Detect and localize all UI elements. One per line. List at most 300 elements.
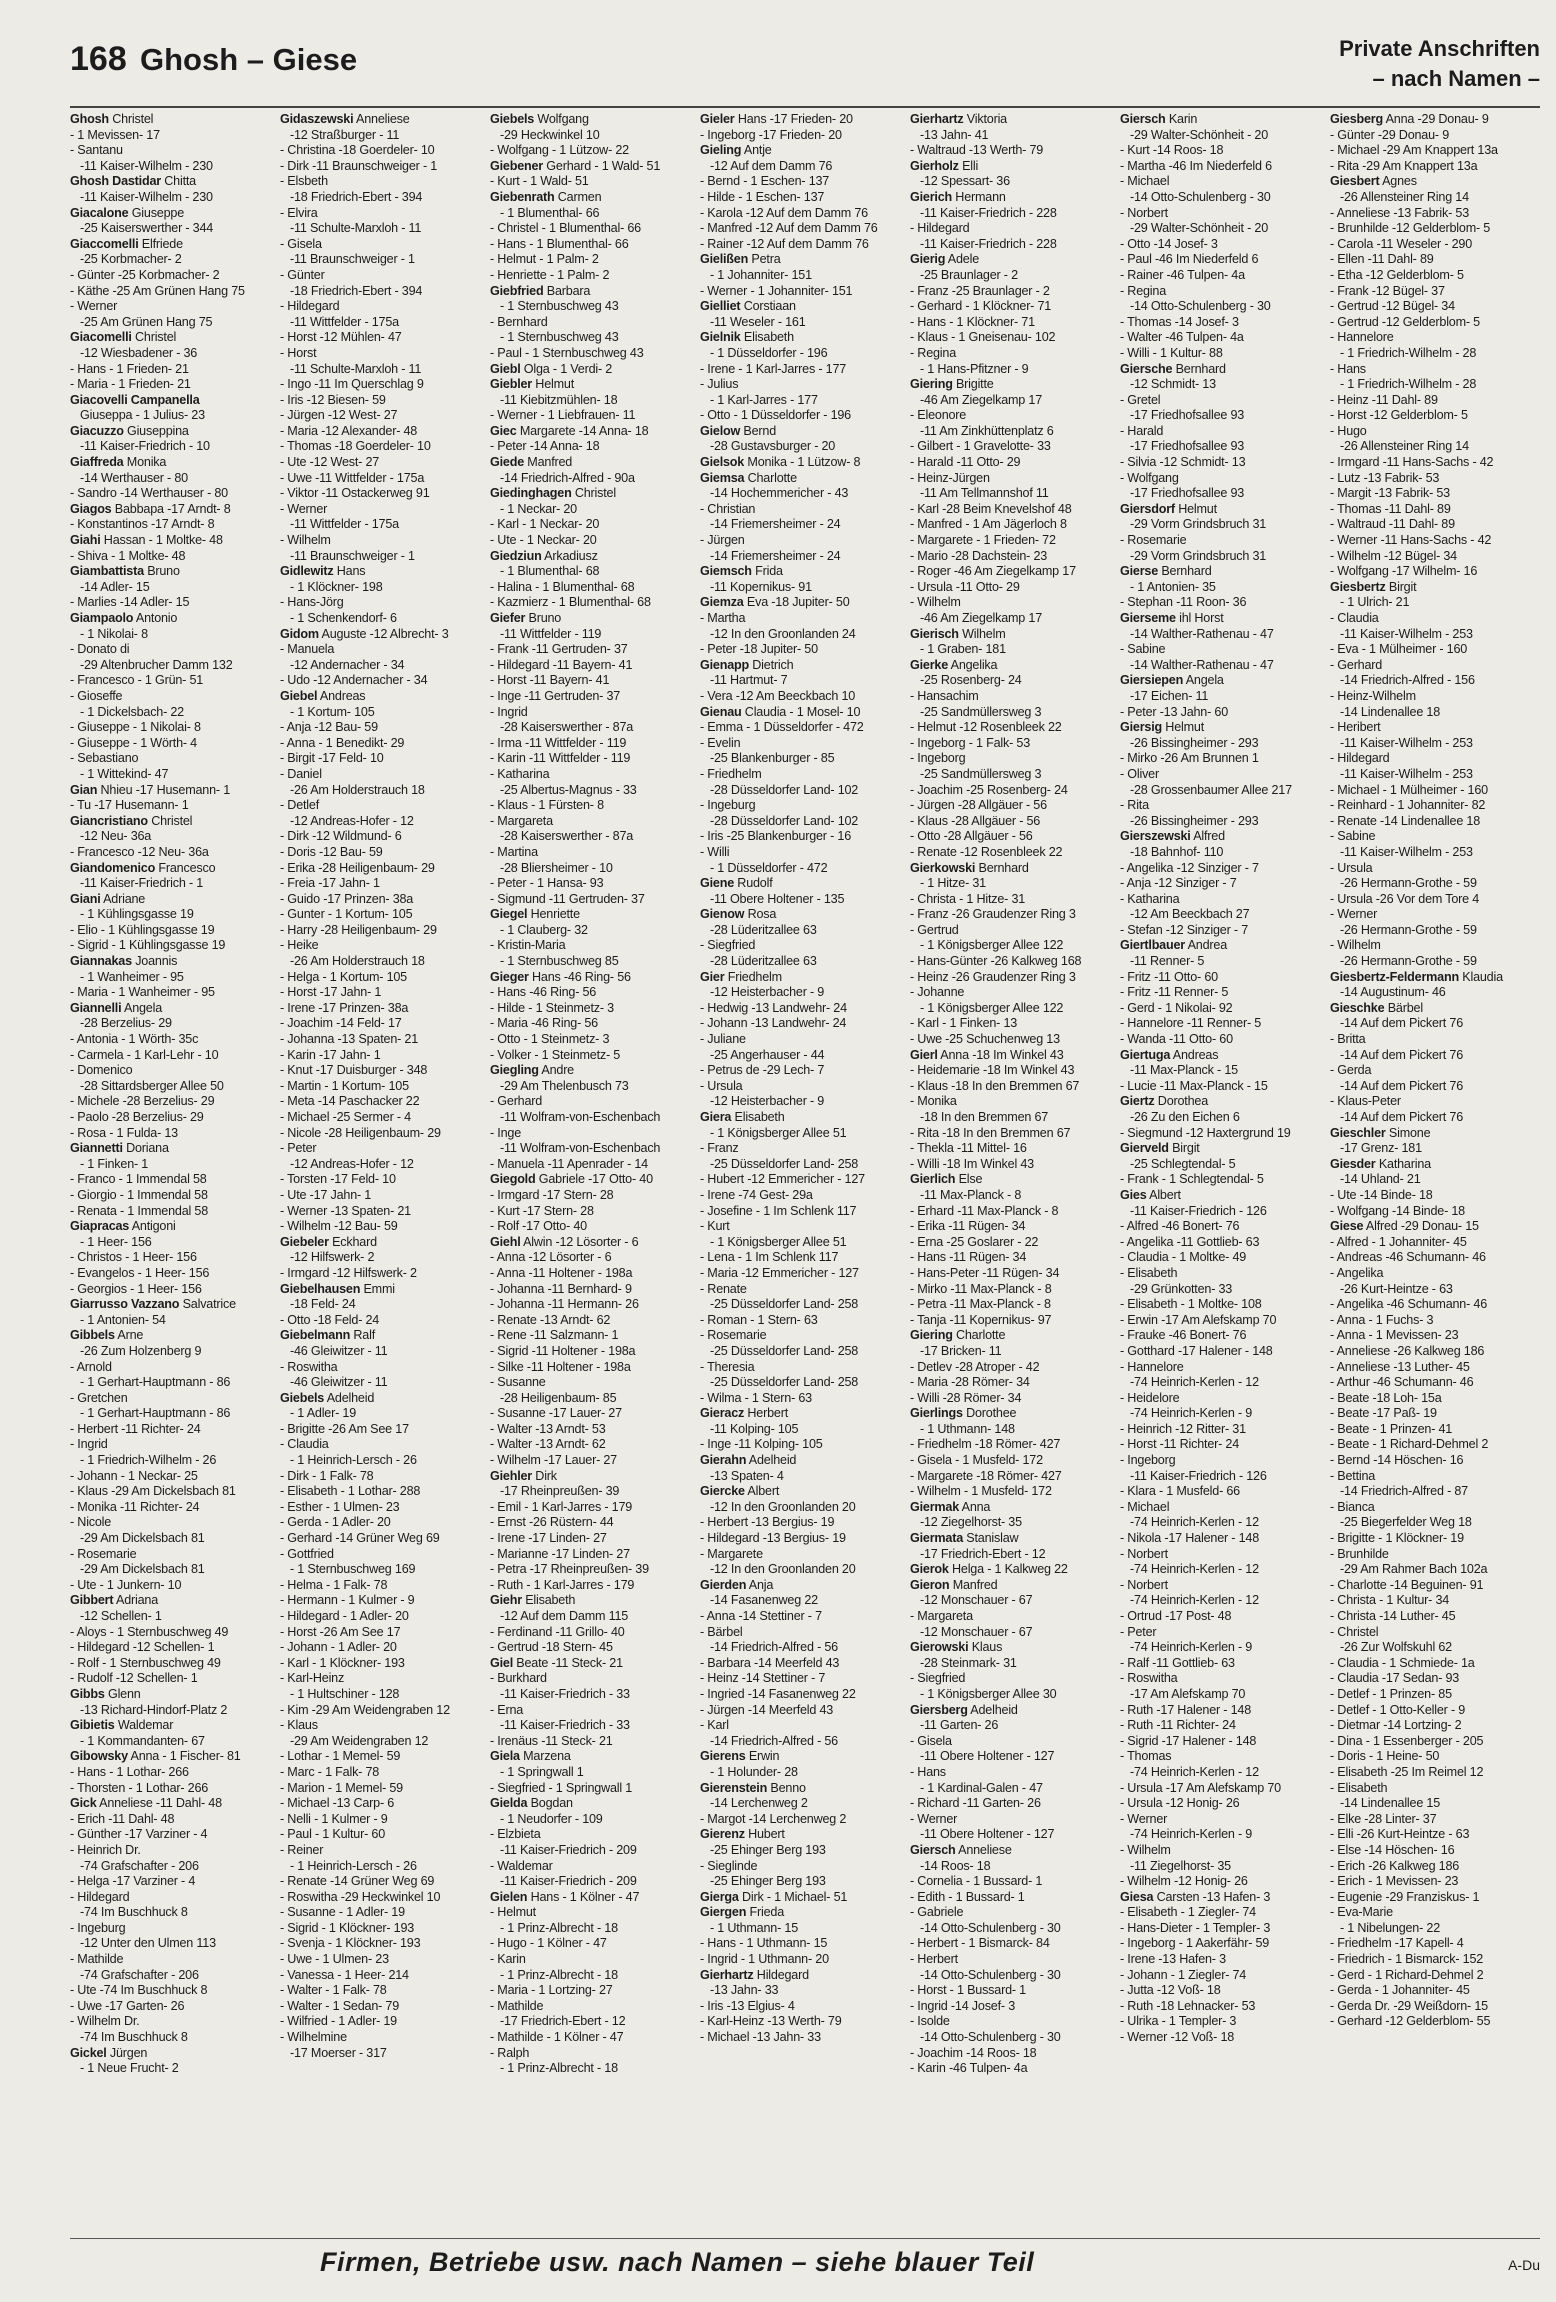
entry-address: -14 Otto-Schulenberg - 30 [920,2030,1061,2045]
entry-text: Arne [114,1328,144,1343]
listing-entry: - Marianne -17 Linden- 27 [490,1546,630,1561]
listing-entry: - Katharina [490,766,550,781]
listing-entry: - Viktor -11 Ostackerweg 91 [280,486,430,501]
listing-entry: - Wilhelm -17 Lauer- 27 [490,1453,617,1468]
entry-surname: Giahi [70,533,101,548]
listing-entry: - Hans-Peter -11 Rügen- 34 [910,1265,1060,1280]
entry-text: Christel [131,330,177,345]
entry-address: - 1 Wanheimer - 95 [80,969,184,984]
entry-text: Wilhelm [958,626,1006,641]
entry-surname: Gierkowski [910,860,976,875]
listing-entry: - Jürgen -12 West- 27 [280,408,398,423]
listing-entry: - Renate -14 Lindenallee 18 [1330,813,1481,828]
listing-entry [910,1406,1120,1422]
entry-text: Dorothea [1154,1094,1209,1109]
entry-address: - 1 Springwall 1 [500,1764,584,1779]
entry-address: -17 Friedrich-Ebert - 12 [920,1546,1046,1561]
listing-entry: - Domenico [70,1063,133,1078]
entry-surname: Giera [700,1110,732,1124]
entry-text: Glenn [104,1686,141,1701]
listing-entry: - Konstantinos -17 Arndt- 8 [70,517,215,532]
entry-surname: Giaccomelli [70,236,139,251]
listing-entry: - Nicole -28 Heiligenbaum- 29 [280,1125,441,1140]
listing-entry: - Jürgen -14 Meerfeld 43 [700,1702,834,1717]
listing-entry: - Jutta -12 Voß- 18 [1120,1983,1221,1998]
entry-text: Andrea [1185,938,1228,953]
listing-entry: - Ursula -17 Am Alefskamp 70 [1120,1780,1281,1795]
listing-entry [70,564,280,580]
listing-entry [1330,580,1540,596]
entry-text: Dorothee [962,1406,1017,1421]
entry-text: Ralf [350,1328,375,1343]
entry-address: -26 Allensteiner Ring 14 [1340,439,1469,454]
entry-text: Henriette [527,907,580,922]
entry-surname: Gieger [490,969,529,984]
listing-entry: - Manfred - 1 Am Jägerloch 8 [910,517,1067,532]
listing-entry: - Isolde [910,2014,950,2029]
listing-entry: - Werner -11 Hans-Sachs - 42 [1330,533,1492,548]
listing-entry: - Christa -14 Luther- 45 [1330,1609,1456,1623]
listing-entry: - Paolo -28 Berzelius- 29 [70,1110,204,1124]
listing-entry: - Rosemarie [1120,533,1187,548]
entry-surname: Gierowski [910,1640,969,1655]
listing-entry: - Elisabeth -25 Im Reimel 12 [1330,1764,1484,1779]
entry-text: Doriana [122,1141,169,1156]
listing-entry: - Angelika -11 Gottlieb- 63 [1120,1234,1260,1249]
listing-entry: - Elio - 1 Kühlingsgasse 19 [70,922,215,937]
listing-entry: - Wilhelm - 1 Musfeld- 172 [910,1484,1052,1499]
entry-address: -74 Heinrich-Kerlen - 12 [1130,1515,1259,1530]
listing-entry: - Frank - 1 Schlegtendal- 5 [1120,1172,1264,1187]
entry-address: - 1 Prinz-Albrecht - 18 [500,1967,618,1982]
listing-entry: - Klaus - 1 Gneisenau- 102 [910,330,1056,345]
entry-address: - 1 Nibelungen- 22 [1340,1920,1441,1935]
entry-address: -11 Wolfram-von-Eschenbach [500,1141,661,1156]
entry-surname: Giertlbauer [1120,938,1185,953]
listing-entry: - Willi -18 Im Winkel 43 [910,1156,1034,1171]
listing-entry: - Sebastiano [70,751,139,766]
entry-surname: Giannakas [70,954,132,969]
entry-address: -12 In den Groonlanden 24 [710,626,856,641]
entry-surname: Gidlewitz [280,564,334,579]
listing-entry: - Eva - 1 Mülheimer - 160 [1330,642,1468,657]
entry-surname: Giacuzzo [70,423,124,438]
listing-entry: - Kurt -14 Roos- 18 [1120,143,1224,158]
entry-address: -17 Bricken- 11 [920,1343,1002,1358]
listing-entry: - Etha -12 Gelderblom- 5 [1330,267,1464,282]
listing-entry: - Udo -12 Andernacher - 34 [280,673,428,688]
entry-address: -25 Ehinger Berg 193 [710,1842,826,1857]
entry-surname: Giannetti [70,1141,123,1156]
listing-entry: - Freia -17 Jahn- 1 [280,876,380,891]
listing-entry: - Arthur -46 Schumann- 46 [1330,1375,1474,1390]
listing-entry: - Horst -26 Am See 17 [280,1624,401,1639]
listing-entry [490,1890,700,1906]
listing-entry: - Hildegard [280,299,340,314]
listing-entry: - Erhard -11 Max-Planck - 8 [910,1203,1059,1218]
listing-entry: - Juliane [700,1032,746,1047]
entry-address: -28 Heiligenbaum- 85 [500,1390,617,1405]
entry-surname: Gieschler [1330,1125,1386,1140]
listing-entry [490,1593,700,1609]
entry-text: Claudia - 1 Mosel- 10 [741,704,861,719]
entry-text: Helmut [1162,720,1204,735]
entry-text: Angela [121,1000,163,1015]
listing-entry: - Werner - 1 Liebfrauen- 11 [490,408,636,423]
entry-text: Anna -18 Im Winkel 43 [937,1047,1064,1062]
entry-address: -14 Friedrich-Alfred - 90a [500,470,635,485]
listing-entry: - Gottfried [280,1546,334,1561]
listing-entry: - Werner [910,1811,958,1826]
listing-entry [490,284,700,300]
listing-column [70,112,280,2220]
listing-entry [1330,1126,1540,1142]
listing-entry: - Waldemar [490,1858,553,1873]
entry-text: Anna [959,1499,991,1514]
listing-entry [490,907,700,923]
entry-address: - 1 Wittekind- 47 [80,766,169,781]
entry-address: -14 Augustinum- 46 [1340,985,1446,1000]
listing-entry: - Gabriele [910,1905,964,1920]
listing-entry: - Michael -13 Jahn- 33 [700,2030,821,2045]
listing-entry: - Franz -26 Graudenzer Ring 3 [910,907,1076,922]
listing-entry: - Erich -26 Kalkweg 186 [1330,1858,1460,1873]
entry-address: -17 Rheinpreußen- 39 [500,1484,620,1499]
listing-entry: - Heinz-Jürgen [910,470,990,485]
section-title [1339,34,1540,94]
listing-entry: - Wolfgang -17 Wilhelm- 16 [1330,564,1478,579]
listing-entry: - Gerda [1330,1063,1372,1078]
entry-address: - 1 Prinz-Albrecht - 18 [500,1920,618,1935]
entry-text: Christel [571,486,616,501]
page-number: 168 [70,40,127,78]
entry-address: -11 Kaiser-Friedrich - 10 [80,439,210,454]
listing-entry: - Karl - 1 Klöckner- 193 [280,1655,405,1670]
entry-surname: Gidom [280,626,319,641]
listing-entry: - Eugenie -29 Franziskus- 1 [1330,1889,1480,1904]
listing-entry: - Dina - 1 Essenberger - 205 [1330,1733,1484,1748]
listing-entry: - Otto -14 Josef- 3 [1120,236,1218,251]
listing-entry [490,424,700,440]
entry-address: -12 Neu- 36a [80,829,152,844]
entry-address: - 1 Heinrich-Lersch - 26 [290,1858,417,1873]
entry-address: -14 Roos- 18 [920,1858,991,1873]
entry-address: -14 Friemersheimer - 24 [710,548,841,563]
listing-entry: - Detlev -28 Atroper - 42 [910,1359,1040,1374]
entry-surname: Giebfried [490,283,544,298]
listing-entry: - Paul - 1 Sternbuschweg 43 [490,345,644,360]
entry-text: Charlotte [952,1328,1006,1343]
listing-entry: - Günter -29 Donau- 9 [1330,127,1450,142]
entry-surname: Giela [490,1749,520,1764]
listing-entry: - Kim -29 Am Weidengraben 12 [280,1702,450,1717]
listing-entry: - Heinz-Wilhelm [1330,688,1416,703]
listing-entry [910,1640,1120,1656]
listing-entry [700,112,910,128]
entry-address: -25 Angerhauser - 44 [710,1047,825,1062]
listing-entry: - Christa - 1 Hitze- 31 [910,891,1026,906]
listing-entry: - Wilhelm -12 Bügel- 34 [1330,548,1457,563]
listing-entry: - Erna [490,1702,524,1717]
listing-entry: - Joachim -14 Feld- 17 [280,1016,402,1031]
entry-surname: Gierl [910,1047,938,1062]
entry-surname: Giapracas [70,1219,130,1234]
listing-entry: - Wanda -11 Otto- 60 [1120,1032,1233,1047]
entry-address: - 1 Königsberger Allee 51 [710,1125,847,1140]
listing-entry: - Franz [700,1141,739,1156]
entry-address: - 1 Königsberger Allee 122 [920,1000,1064,1015]
entry-address: -29 Am Dickelsbach 81 [80,1562,205,1577]
listing-entry [700,252,910,268]
entry-surname: Giebels [280,1390,325,1405]
entry-text: Helga - 1 Kalkweg 22 [948,1562,1068,1577]
entry-text: Arkadiusz [541,548,598,563]
listing-entry [1120,564,1330,580]
listing-entry: - Iris -13 Elgius- 4 [700,1998,795,2013]
entry-address: -12 Monschauer - 67 [920,1624,1033,1639]
entry-address: - 1 Blumenthal- 68 [500,564,600,579]
entry-text: Klaudia [1458,969,1503,984]
entry-address: -17 Grenz- 181 [1340,1141,1422,1156]
entry-text: Adriane [100,891,146,906]
listing-entry: - Rainer -46 Tulpen- 4a [1120,267,1245,282]
listing-entry [280,627,490,643]
entry-address: -11 Wittfelder - 175a [290,517,399,532]
listing-entry: - Santanu [70,143,123,158]
listing-entry: - Heidemarie -18 Im Winkel 43 [910,1063,1075,1078]
listing-entry: - Michael -29 Am Knappert 13a [1330,143,1498,158]
entry-address: -11 Ziegelhorst- 35 [1130,1858,1231,1873]
entry-address: -12 Spessart- 36 [920,174,1010,189]
entry-text: Bernhard [1158,564,1212,579]
entry-address: - 1 Uthmann- 15 [710,1920,798,1935]
entry-address: -12 Andernacher - 34 [290,657,405,672]
entry-address: - 1 Karl-Jarres - 177 [710,392,818,407]
listing-entry: - Günter -25 Korbmacher- 2 [70,267,220,282]
entry-address: -26 Bissingheimer - 293 [1130,735,1259,750]
listing-entry [70,1001,280,1017]
entry-text: Birgit [1168,1141,1200,1156]
listing-entry: - Manuela [280,642,335,657]
listing-entry: - Susanne - 1 Adler- 19 [280,1905,405,1920]
listing-entry: - Heinz -14 Stettiner - 7 [700,1671,826,1686]
entry-address: -12 In den Groonlanden 20 [710,1562,856,1577]
listing-entry: - Peter -14 Anna- 18 [490,439,600,454]
listing-entry: - Erich -11 Dahl- 48 [70,1811,175,1826]
listing-entry: - Klaus -29 Am Dickelsbach 81 [70,1484,236,1499]
entry-address: - 1 Clauberg- 32 [500,922,588,937]
listing-entry: - Giuseppe - 1 Nikolai- 8 [70,720,201,735]
listing-entry [1120,829,1330,845]
entry-address: -28 Kaiserswerther - 87a [500,720,634,735]
listing-entry: - Ursula -12 Honig- 26 [1120,1796,1240,1811]
listing-entry: - Dietmar -14 Lortzing- 2 [1330,1718,1462,1733]
entry-surname: Giel [490,1655,513,1670]
listing-entry: - Marion - 1 Memel- 59 [280,1780,403,1795]
listing-entry: - Katharina [1120,891,1180,906]
entry-address: -29 Walter-Schönheit - 20 [1130,221,1269,236]
listing-entry: - Gilbert - 1 Gravelotte- 33 [910,439,1051,454]
listing-entry: - Reinhard - 1 Johanniter- 82 [1330,798,1486,813]
entry-surname: Gierden [700,1577,747,1592]
listing-entry: - Sieglinde [700,1858,758,1873]
listing-entry [490,362,700,378]
listing-entry: - Svenja - 1 Klöckner- 193 [280,1936,421,1951]
section-title-line2: – nach Namen – [1372,66,1540,91]
listing-entry: - Wilhelmine [280,2030,347,2045]
entry-address: -14 Friedrich-Alfred - 56 [710,1733,838,1748]
listing-entry: - Christel [1330,1624,1379,1639]
listing-entry: - Peter [1120,1624,1157,1639]
listing-entry: - Stephan -11 Roon- 36 [1120,595,1247,610]
listing-entry: - Uwe -17 Garten- 26 [70,1998,185,2013]
listing-entry: - Angelika -46 Schumann- 46 [1330,1297,1488,1312]
listing-entry: - Wilhelm -12 Honig- 26 [1120,1874,1248,1889]
entry-address: -11 Wittfelder - 119 [500,626,602,641]
listing-entry: - Thekla -11 Mittel- 16 [910,1141,1027,1156]
entry-address: -29 Am Dickelsbach 81 [80,1531,205,1546]
entry-address: - 1 Friedrich-Wilhelm - 26 [80,1453,217,1468]
entry-text: Simone [1385,1125,1431,1140]
listing-entry: - Irma -11 Wittfelder - 119 [490,735,627,750]
entry-text: Andre [538,1063,574,1078]
listing-entry: - Peter - 1 Hansa- 93 [490,876,604,891]
entry-text: Helmut [532,377,574,392]
page-footer [70,2238,1540,2283]
listing-entry: - Thomas -18 Goerdeler- 10 [280,439,431,454]
listing-entry: - Hans - 1 Frieden- 21 [70,361,189,376]
listing-entry: - Rainer -12 Auf dem Damm 76 [700,236,869,251]
listing-entry: - Joachim -14 Roos- 18 [910,2045,1037,2060]
entry-address: -26 Zur Wolfskuhl 62 [1340,1640,1452,1655]
listing-entry: - Martina [490,844,538,859]
listing-entry: - Ursula -11 Otto- 29 [910,579,1020,594]
entry-address: -25 Rosenberg- 24 [920,673,1022,688]
entry-address: -13 Jahn- 33 [710,1983,779,1998]
listing-entry [70,814,280,830]
entry-address: -11 Kaiser-Friedrich - 209 [500,1842,637,1857]
listing-entry: - Tu -17 Husemann- 1 [70,798,189,813]
listing-entry [910,1531,1120,1547]
entry-address: -12 Schmidt- 13 [1130,377,1216,392]
listing-entry: - Ferdinand -11 Grillo- 40 [490,1624,625,1639]
entry-address: - 1 Neckar- 20 [500,501,577,516]
listing-entry: - Mario -28 Dachstein- 23 [910,548,1048,563]
listing-entry: - Rita -18 In den Bremmen 67 [910,1125,1071,1140]
entry-text: Stanislaw [963,1531,1019,1546]
listing-entry: - Erich - 1 Mevissen- 23 [1330,1874,1459,1889]
listing-entry: - Ralph [490,2045,530,2060]
listing-entry: - Rolf -17 Otto- 40 [490,1219,587,1234]
listing-entry: - Renate [700,1281,747,1296]
listing-entry: - Bernhard [490,314,548,329]
listing-entry: - Ursula -26 Vor dem Tore 4 [1330,891,1480,906]
listing-entry: - Martha -46 Im Niederfeld 6 [1120,158,1272,173]
listing-entry: - Hilde - 1 Steinmetz- 3 [490,1000,614,1015]
entry-address: -14 Lerchenweg 2 [710,1796,808,1811]
listing-entry: - Karl - 1 Neckar- 20 [490,517,600,532]
entry-address: -18 Friedrich-Ebert - 394 [290,189,423,204]
listing-entry: - Norbert [1120,1546,1168,1561]
listing-entry [70,892,280,908]
entry-address: -11 Kaiser-Friedrich - 209 [500,1874,637,1889]
listing-entry: - Margot -14 Lerchenweg 2 [700,1811,847,1826]
entry-address: -11 Kaiser-Wilhelm - 253 [1340,626,1473,641]
listing-entry: - Tanja -11 Kopernikus- 97 [910,1312,1052,1327]
listing-entry: - Wilhelm -12 Bau- 59 [280,1219,398,1234]
listing-column [910,112,1120,2220]
listing-entry: - Gerhard -12 Gelderblom- 55 [1330,2014,1491,2029]
listing-entry: - Gioseffe [70,688,123,703]
listing-entry: - Siegfried [700,938,756,953]
listing-entry: - Hilde - 1 Eschen- 137 [700,189,825,204]
entry-surname: Giesbertz-Feldermann [1330,969,1459,984]
listing-entry: - Wilhelm [910,595,961,610]
entry-address: -11 Max-Planck - 15 [1130,1063,1238,1078]
listing-entry: - Martin - 1 Kortum- 105 [280,1078,409,1093]
listing-entry: - Gretel [1120,392,1161,407]
listing-entry: - Elisabeth - 1 Ziegler- 74 [1120,1905,1256,1920]
entry-text: Rosa [744,907,777,922]
listing-entry: - Ingeborg - 1 Falk- 53 [910,735,1030,750]
entry-address: -11 Kaiser-Friedrich - 33 [500,1718,630,1733]
entry-text: Rudolf [734,876,773,891]
listing-entry [1120,112,1330,128]
listing-entry: - Irene - 1 Karl-Jarres - 177 [700,361,847,376]
listing-entry [910,159,1120,175]
listing-entry [70,393,280,409]
entry-surname: Gieschke [1330,1000,1385,1015]
listing-entry: - Ingeburg [70,1920,126,1935]
listing-entry [700,1890,910,1906]
listing-entry: - Hans -11 Rügen- 34 [910,1250,1027,1265]
listing-entry: - Anna -12 Lösorter - 6 [490,1250,612,1265]
entry-surname: Gickel [70,2045,107,2060]
listing-entry: - Sandro -14 Werthauser - 80 [70,486,228,501]
entry-address: -25 Kaiserswerther - 344 [80,221,214,236]
listing-entry [70,1297,280,1313]
listing-entry [490,112,700,128]
entry-surname: Giebenrath [490,189,555,204]
listing-entry [1120,938,1330,954]
entry-text: Agnes [1379,174,1417,189]
entry-text: Monika - 1 Lützow- 8 [744,455,861,470]
entry-surname: Giersig [1120,720,1162,735]
listing-entry: - Paul - 1 Kultur- 60 [280,1827,385,1842]
listing-entry: - Nikola -17 Halener - 148 [1120,1531,1259,1546]
listing-entry: - Norbert [1120,205,1168,220]
entry-surname: Giemsa [700,470,745,485]
entry-surname: Gierholz [910,158,959,173]
entry-address: -12 Am Beeckbach 27 [1130,907,1250,922]
listing-entry: - Iris -25 Blankenburger - 16 [700,829,851,844]
listing-entry: - Stefan -12 Sinziger - 7 [1120,922,1248,937]
entry-text: Elli [958,158,979,173]
entry-text: Dirk - 1 Michael- 51 [738,1889,848,1904]
entry-text: Else [955,1172,983,1187]
entry-address: -17 Friedhofsallee 93 [1130,439,1245,454]
listing-entry [700,1453,910,1469]
footer-note: Firmen, Betriebe usw. nach Namen – siehe blauer Teil [320,2247,1035,2277]
entry-address: - 1 Gerhart-Hauptmann - 86 [80,1406,231,1421]
entry-text: Christel [147,813,193,828]
entry-address: - 1 Hitze- 31 [920,876,986,891]
listing-entry: - Peter [280,1141,317,1156]
name-range: Ghosh – Giese [140,42,358,77]
listing-entry: - Werner [1120,1811,1168,1826]
entry-address: -14 Walther-Rathenau - 47 [1130,626,1274,641]
listing-entry: - Horst [280,345,317,360]
